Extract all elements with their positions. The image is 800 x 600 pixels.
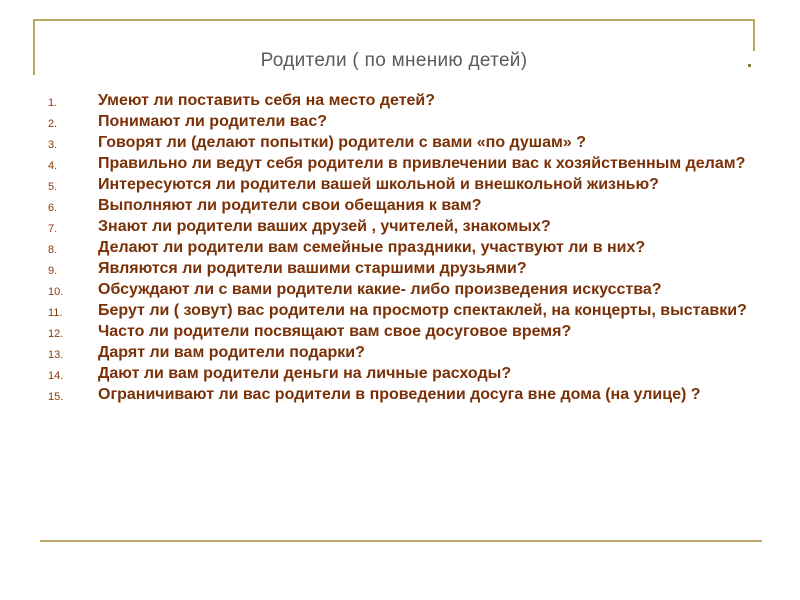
frame-bottom-line	[40, 540, 762, 542]
slide-title: Родители ( по мнению детей)	[260, 50, 528, 71]
frame-right-line	[753, 19, 755, 51]
question-item	[38, 155, 758, 174]
question-text: Интересуются ли родители вашей школьной и внешкольной жизнью?	[98, 176, 659, 193]
question-item	[38, 197, 758, 216]
question-text: Обсуждают ли с вами родители какие- либо произведения искусства?	[98, 281, 662, 298]
question-text: Знают ли родители ваших друзей , учителей, знакомых?	[98, 218, 551, 235]
question-number: 1.	[48, 97, 58, 109]
question-text: Выполняют ли родители свои обещания к вам?	[98, 197, 482, 214]
question-text: Делают ли родители вам семейные праздники, участвуют ли в них?	[98, 239, 646, 256]
question-number: 8.	[48, 244, 58, 256]
question-text: Понимают ли родители вас?	[98, 113, 327, 130]
question-text: Говорят ли (делают попытки) родители с вами «по душам» ?	[98, 134, 586, 151]
frame-top-line	[33, 19, 755, 21]
question-item	[38, 92, 758, 111]
question-text: Умеют ли поставить себя на место детей?	[98, 92, 436, 109]
question-number: 11.	[48, 307, 63, 319]
question-item	[38, 365, 758, 384]
question-number: 13.	[48, 349, 64, 361]
question-item	[38, 323, 758, 342]
question-number: 15.	[48, 391, 64, 403]
question-number: 2.	[48, 118, 58, 130]
question-item	[38, 281, 758, 300]
question-item	[38, 344, 758, 363]
question-number: 4.	[48, 160, 58, 172]
question-item	[38, 176, 758, 195]
question-item	[38, 260, 758, 279]
question-item	[38, 239, 758, 258]
question-item	[38, 134, 758, 153]
question-number: 14.	[48, 370, 64, 382]
question-item	[38, 218, 758, 237]
question-text: Являются ли родители вашими старшими друзьями?	[98, 260, 527, 277]
question-number: 7.	[48, 223, 58, 235]
question-text: Ограничивают ли вас родители в проведении досуга вне дома (на улице) ?	[98, 386, 701, 403]
question-number: 10.	[48, 286, 64, 298]
question-number: 5.	[48, 181, 58, 193]
question-item	[38, 302, 758, 321]
question-text: Берут ли ( зовут) вас родители на просмотр спектаклей, на концерты, выставки?	[98, 302, 747, 319]
question-text: Дают ли вам родители деньги на личные расходы?	[98, 365, 512, 382]
question-item	[38, 386, 758, 405]
question-text: Часто ли родители посвящают вам свое досуговое время?	[98, 323, 572, 340]
question-number: 6.	[48, 202, 58, 214]
question-item	[38, 113, 758, 132]
question-text: Дарят ли вам родители подарки?	[98, 344, 365, 361]
question-number: 9.	[48, 265, 58, 277]
question-text: Правильно ли ведут себя родители в привлечении вас к хозяйственным делам?	[98, 155, 746, 172]
question-number: 12.	[48, 328, 64, 340]
question-list	[38, 92, 758, 407]
question-number: 3.	[48, 139, 58, 151]
